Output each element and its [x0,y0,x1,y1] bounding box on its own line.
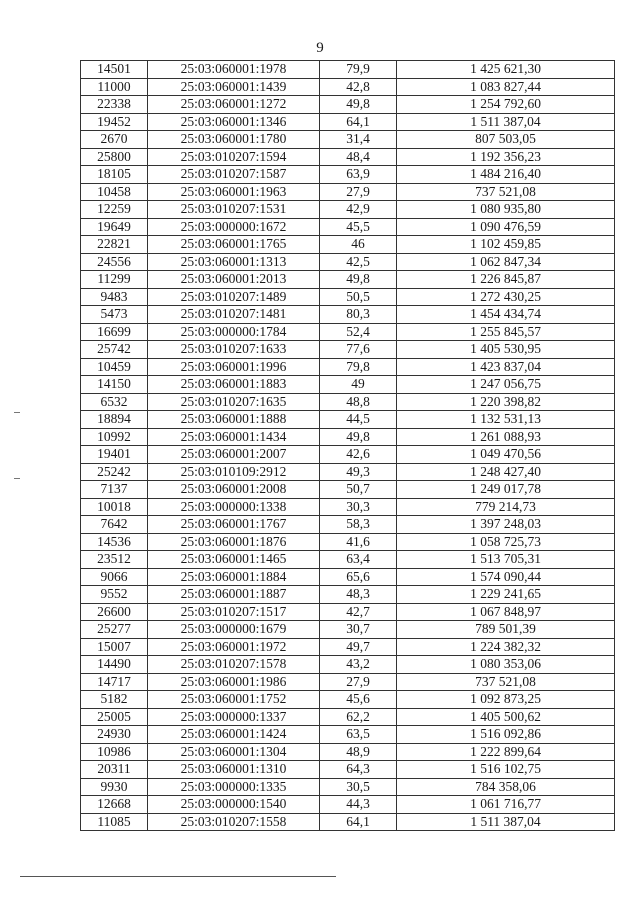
cadastral-number-cell: 25:03:010207:1531 [148,201,320,219]
record-number-cell: 2670 [81,131,148,149]
area-cell: 49,8 [320,271,397,289]
area-cell: 42,9 [320,201,397,219]
value-cell: 1 405 530,95 [397,341,615,359]
record-number-cell: 9552 [81,586,148,604]
area-cell: 77,6 [320,341,397,359]
area-cell: 52,4 [320,323,397,341]
table-row [81,516,615,534]
value-cell: 1 425 621,30 [397,61,615,79]
record-number-cell: 7137 [81,481,148,499]
cadastral-number-cell: 25:03:060001:1424 [148,726,320,744]
value-cell: 1 248 427,40 [397,463,615,481]
record-number-cell: 25277 [81,621,148,639]
table-row [81,148,615,166]
table-row [81,393,615,411]
record-number-cell: 25005 [81,708,148,726]
area-cell: 80,3 [320,306,397,324]
cadastral-number-cell: 25:03:060001:2013 [148,271,320,289]
area-cell: 27,9 [320,673,397,691]
value-cell: 1 249 017,78 [397,481,615,499]
value-cell: 1 254 792,60 [397,96,615,114]
area-cell: 63,9 [320,166,397,184]
area-cell: 42,6 [320,446,397,464]
value-cell: 779 214,73 [397,498,615,516]
area-cell: 64,1 [320,813,397,831]
value-cell: 1 061 716,77 [397,796,615,814]
value-cell: 1 247 056,75 [397,376,615,394]
value-cell: 1 132 531,13 [397,411,615,429]
table-row [81,166,615,184]
record-number-cell: 10018 [81,498,148,516]
area-cell: 46 [320,236,397,254]
table-row [81,78,615,96]
value-cell: 1 454 434,74 [397,306,615,324]
value-cell: 1 574 090,44 [397,568,615,586]
record-number-cell: 11085 [81,813,148,831]
value-cell: 1 092 873,25 [397,691,615,709]
table-row [81,498,615,516]
cadastral-number-cell: 25:03:060001:2008 [148,481,320,499]
table-row [81,743,615,761]
value-cell: 737 521,08 [397,673,615,691]
record-number-cell: 10986 [81,743,148,761]
table-row [81,481,615,499]
value-cell: 1 224 382,32 [397,638,615,656]
area-cell: 65,6 [320,568,397,586]
value-cell: 1 080 353,06 [397,656,615,674]
cadastral-number-cell: 25:03:000000:1337 [148,708,320,726]
area-cell: 49 [320,376,397,394]
area-cell: 49,8 [320,96,397,114]
margin-mark [14,478,20,479]
table-row [81,446,615,464]
record-number-cell: 14536 [81,533,148,551]
area-cell: 79,9 [320,61,397,79]
table-row [81,621,615,639]
record-number-cell: 24556 [81,253,148,271]
area-cell: 48,9 [320,743,397,761]
footer-line [20,876,336,877]
record-number-cell: 25800 [81,148,148,166]
value-cell: 1 516 102,75 [397,761,615,779]
table-row [81,376,615,394]
cadastral-number-cell: 25:03:010207:1517 [148,603,320,621]
value-cell: 1 484 216,40 [397,166,615,184]
area-cell: 30,7 [320,621,397,639]
cadastral-number-cell: 25:03:010207:1587 [148,166,320,184]
area-cell: 42,5 [320,253,397,271]
table-row [81,236,615,254]
cadastral-number-cell: 25:03:000000:1540 [148,796,320,814]
cadastral-number-cell: 25:03:060001:1765 [148,236,320,254]
record-number-cell: 10459 [81,358,148,376]
value-cell: 1 067 848,97 [397,603,615,621]
record-number-cell: 9066 [81,568,148,586]
table-row [81,796,615,814]
record-number-cell: 6532 [81,393,148,411]
cadastral-number-cell: 25:03:060001:1465 [148,551,320,569]
value-cell: 1 261 088,93 [397,428,615,446]
record-number-cell: 9483 [81,288,148,306]
record-number-cell: 10992 [81,428,148,446]
value-cell: 1 397 248,03 [397,516,615,534]
record-number-cell: 24930 [81,726,148,744]
table-row [81,603,615,621]
area-cell: 27,9 [320,183,397,201]
cadastral-number-cell: 25:03:000000:1338 [148,498,320,516]
cadastral-number-cell: 25:03:060001:1752 [148,691,320,709]
cadastral-number-cell: 25:03:060001:1884 [148,568,320,586]
value-cell: 1 405 500,62 [397,708,615,726]
value-cell: 1 192 356,23 [397,148,615,166]
table-row [81,271,615,289]
area-cell: 49,7 [320,638,397,656]
value-cell: 1 516 092,86 [397,726,615,744]
record-number-cell: 12259 [81,201,148,219]
table-row [81,411,615,429]
table-row [81,218,615,236]
record-number-cell: 18105 [81,166,148,184]
area-cell: 48,3 [320,586,397,604]
record-number-cell: 18894 [81,411,148,429]
area-cell: 44,3 [320,796,397,814]
area-cell: 44,5 [320,411,397,429]
cadastral-number-cell: 25:03:010207:1635 [148,393,320,411]
value-cell: 1 423 837,04 [397,358,615,376]
record-number-cell: 5182 [81,691,148,709]
value-cell: 1 049 470,56 [397,446,615,464]
value-cell: 807 503,05 [397,131,615,149]
table-row [81,778,615,796]
cadastral-number-cell: 25:03:060001:1972 [148,638,320,656]
record-number-cell: 20311 [81,761,148,779]
table-row [81,323,615,341]
cadastral-number-cell: 25:03:060001:1310 [148,761,320,779]
cadastral-number-cell: 25:03:060001:1767 [148,516,320,534]
cadastral-number-cell: 25:03:060001:1780 [148,131,320,149]
area-cell: 58,3 [320,516,397,534]
record-number-cell: 14490 [81,656,148,674]
record-number-cell: 15007 [81,638,148,656]
table-row [81,253,615,271]
value-cell: 1 220 398,82 [397,393,615,411]
table-row [81,113,615,131]
value-cell: 1 511 387,04 [397,113,615,131]
record-number-cell: 22338 [81,96,148,114]
record-number-cell: 10458 [81,183,148,201]
cadastral-number-cell: 25:03:000000:1672 [148,218,320,236]
cadastral-number-cell: 25:03:060001:1313 [148,253,320,271]
value-cell: 1 058 725,73 [397,533,615,551]
area-cell: 50,5 [320,288,397,306]
value-cell: 1 226 845,87 [397,271,615,289]
value-cell: 1 083 827,44 [397,78,615,96]
record-number-cell: 25742 [81,341,148,359]
cadastral-number-cell: 25:03:010207:1481 [148,306,320,324]
area-cell: 30,5 [320,778,397,796]
record-number-cell: 19649 [81,218,148,236]
value-cell: 1 513 705,31 [397,551,615,569]
area-cell: 43,2 [320,656,397,674]
area-cell: 48,8 [320,393,397,411]
value-cell: 789 501,39 [397,621,615,639]
table-row [81,708,615,726]
record-number-cell: 9930 [81,778,148,796]
table-row [81,568,615,586]
area-cell: 64,3 [320,761,397,779]
table-row [81,726,615,744]
cadastral-number-cell: 25:03:060001:1434 [148,428,320,446]
record-number-cell: 22821 [81,236,148,254]
cadastral-number-cell: 25:03:060001:1963 [148,183,320,201]
table-row [81,306,615,324]
table-row [81,673,615,691]
table-row [81,61,615,79]
cadastral-number-cell: 25:03:060001:1986 [148,673,320,691]
cadastral-number-cell: 25:03:010109:2912 [148,463,320,481]
registry-table [80,60,615,831]
cadastral-number-cell: 25:03:010207:1633 [148,341,320,359]
record-number-cell: 11000 [81,78,148,96]
record-number-cell: 16699 [81,323,148,341]
area-cell: 31,4 [320,131,397,149]
area-cell: 42,7 [320,603,397,621]
value-cell: 1 272 430,25 [397,288,615,306]
value-cell: 784 358,06 [397,778,615,796]
table-row [81,638,615,656]
value-cell: 737 521,08 [397,183,615,201]
cadastral-number-cell: 25:03:060001:1996 [148,358,320,376]
record-number-cell: 23512 [81,551,148,569]
record-number-cell: 19401 [81,446,148,464]
table-row [81,586,615,604]
table-row [81,691,615,709]
value-cell: 1 080 935,80 [397,201,615,219]
area-cell: 49,3 [320,463,397,481]
cadastral-number-cell: 25:03:000000:1679 [148,621,320,639]
table-row [81,358,615,376]
area-cell: 41,6 [320,533,397,551]
value-cell: 1 062 847,34 [397,253,615,271]
record-number-cell: 11299 [81,271,148,289]
area-cell: 48,4 [320,148,397,166]
cadastral-number-cell: 25:03:060001:1978 [148,61,320,79]
table-row [81,551,615,569]
cadastral-number-cell: 25:03:060001:1876 [148,533,320,551]
cadastral-number-cell: 25:03:010207:1489 [148,288,320,306]
cadastral-number-cell: 25:03:060001:1888 [148,411,320,429]
record-number-cell: 14501 [81,61,148,79]
cadastral-number-cell: 25:03:060001:1272 [148,96,320,114]
area-cell: 63,5 [320,726,397,744]
value-cell: 1 090 476,59 [397,218,615,236]
table-row [81,183,615,201]
area-cell: 45,5 [320,218,397,236]
table-row [81,761,615,779]
area-cell: 30,3 [320,498,397,516]
table-row [81,201,615,219]
area-cell: 49,8 [320,428,397,446]
area-cell: 50,7 [320,481,397,499]
record-number-cell: 5473 [81,306,148,324]
cadastral-number-cell: 25:03:010207:1558 [148,813,320,831]
page-number: 9 [316,40,324,56]
record-number-cell: 14150 [81,376,148,394]
record-number-cell: 7642 [81,516,148,534]
value-cell: 1 511 387,04 [397,813,615,831]
registry-table-body [81,61,615,831]
area-cell: 63,4 [320,551,397,569]
area-cell: 79,8 [320,358,397,376]
cadastral-number-cell: 25:03:010207:1594 [148,148,320,166]
value-cell: 1 255 845,57 [397,323,615,341]
table-row [81,96,615,114]
table-row [81,131,615,149]
cadastral-number-cell: 25:03:060001:1304 [148,743,320,761]
cadastral-number-cell: 25:03:000000:1335 [148,778,320,796]
record-number-cell: 26600 [81,603,148,621]
cadastral-number-cell: 25:03:060001:1346 [148,113,320,131]
table-row [81,463,615,481]
table-row [81,428,615,446]
table-row [81,533,615,551]
cadastral-number-cell: 25:03:060001:1883 [148,376,320,394]
value-cell: 1 102 459,85 [397,236,615,254]
area-cell: 42,8 [320,78,397,96]
margin-mark [14,412,20,413]
table-row [81,341,615,359]
cadastral-number-cell: 25:03:060001:1439 [148,78,320,96]
record-number-cell: 19452 [81,113,148,131]
table-row [81,813,615,831]
value-cell: 1 229 241,65 [397,586,615,604]
area-cell: 45,6 [320,691,397,709]
table-row [81,656,615,674]
cadastral-number-cell: 25:03:010207:1578 [148,656,320,674]
record-number-cell: 25242 [81,463,148,481]
value-cell: 1 222 899,64 [397,743,615,761]
cadastral-number-cell: 25:03:060001:1887 [148,586,320,604]
area-cell: 62,2 [320,708,397,726]
cadastral-number-cell: 25:03:000000:1784 [148,323,320,341]
record-number-cell: 12668 [81,796,148,814]
table-row [81,288,615,306]
area-cell: 64,1 [320,113,397,131]
record-number-cell: 14717 [81,673,148,691]
cadastral-number-cell: 25:03:060001:2007 [148,446,320,464]
